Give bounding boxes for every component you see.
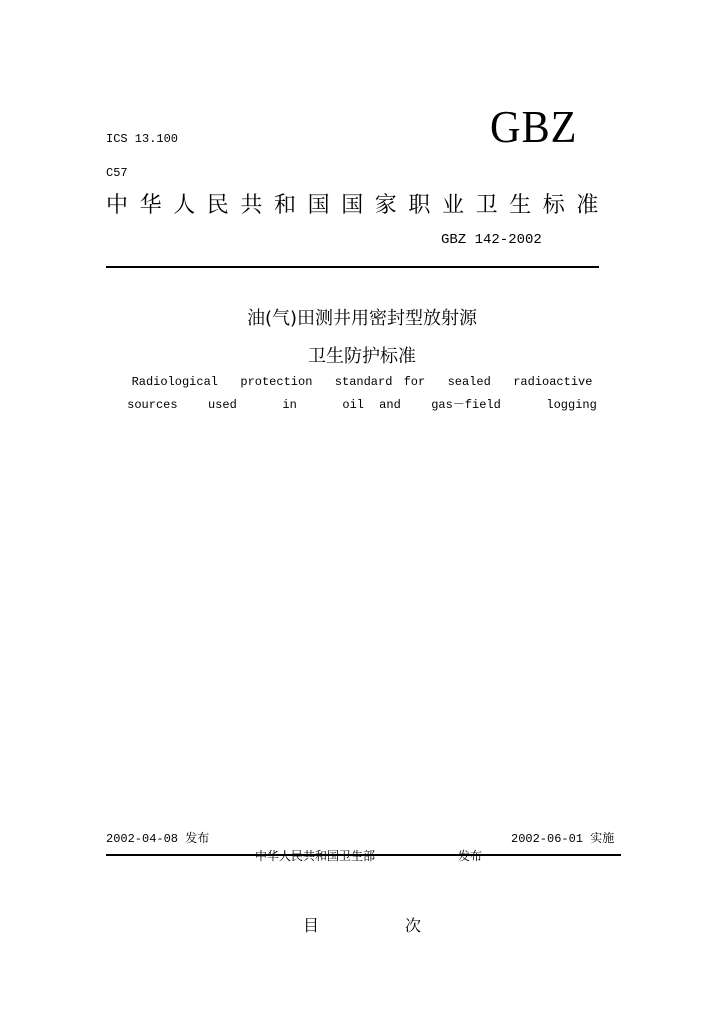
implementation-date: 2002-06-01 实施	[511, 832, 615, 846]
toc-heading-char-1: 目	[303, 916, 320, 935]
toc-heading-char-2: 次	[405, 916, 422, 935]
classification-code: C57	[106, 166, 128, 180]
publish-label: 发布	[458, 849, 483, 863]
top-divider	[106, 266, 599, 268]
publisher: 中华人民共和国卫生部	[255, 849, 376, 863]
gbz-logo: GBZ	[490, 101, 578, 152]
issue-date: 2002-04-08 发布	[106, 832, 210, 846]
document-title-en-line1: Radiological protection standard for sealed radioactive	[131, 375, 593, 389]
standard-type-heading: 中华人民共和国国家职业卫生标准	[106, 193, 611, 218]
ics-code: ICS 13.100	[106, 132, 179, 146]
document-title-en-line2: sources used in oil and gas－field logging	[127, 398, 597, 412]
document-title-cn-line2: 卫生防护标准	[308, 346, 416, 367]
standard-number: GBZ 142-2002	[441, 232, 542, 248]
document-title-cn-line1: 油(气)田测井用密封型放射源	[246, 308, 478, 329]
